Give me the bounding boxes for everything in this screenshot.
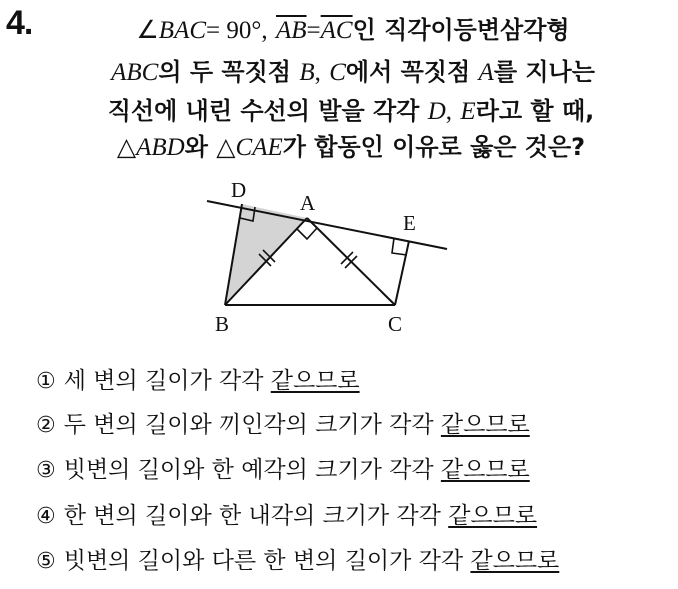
segment-ce (395, 241, 409, 305)
option-number: ① (36, 369, 56, 394)
option-text: 세 변의 길이가 각각 (63, 368, 271, 394)
option-number: ② (36, 413, 56, 438)
figure-svg (195, 172, 465, 342)
option-text: 빗변의 길이와 한 예각의 크기가 각각 (63, 457, 441, 483)
label-b: B (215, 312, 230, 336)
option-2[interactable] (36, 406, 530, 439)
option-3[interactable] (36, 451, 530, 484)
segment-ab: $\overline{AB}$ (275, 17, 307, 44)
right-angle-mark-a (297, 228, 317, 239)
option-5[interactable] (36, 542, 559, 575)
option-number: ④ (36, 504, 56, 529)
option-text-underlined: 같으므로 (270, 368, 360, 394)
geometry-figure (195, 172, 465, 342)
question-line-4 (12, 127, 678, 162)
line3-text-b: 라고 할 때, (475, 97, 595, 125)
line4-text-b: 가 합동인 이유로 옳은 것은? (282, 133, 586, 161)
angle-name: BAC (158, 17, 207, 44)
line2-text-a: 의 두 꼭짓점 (158, 58, 291, 86)
line2-text-c: 를 지나는 (493, 58, 595, 86)
option-text: 한 변의 길이와 한 내각의 크기가 각각 (63, 503, 449, 529)
angle-symbol: ∠ (136, 17, 159, 44)
option-text-underlined: 같으므로 (470, 548, 560, 574)
question-number: 4. (6, 4, 33, 42)
line1-text: 인 직각이등변삼각형 (352, 16, 570, 44)
option-4[interactable] (36, 497, 537, 530)
angle-value: = 90 (206, 17, 252, 44)
triangle-abd: ABD (136, 134, 185, 161)
label-c: C (388, 312, 403, 336)
question-line-3 (12, 91, 678, 126)
option-number: ③ (36, 458, 56, 483)
line2-text-b: 에서 꼭짓점 (345, 58, 471, 86)
question-line-2 (14, 52, 678, 87)
option-number: ⑤ (36, 549, 56, 574)
triangle-cae: CAE (235, 134, 283, 161)
equals-sign: = (306, 17, 321, 44)
point-b: B (299, 59, 315, 86)
triangle-abc: ABC (111, 59, 159, 86)
line4-text-a: 와 (184, 133, 208, 161)
option-text-underlined: 같으므로 (440, 412, 530, 438)
option-1[interactable] (36, 362, 360, 395)
triangle-symbol: △ (116, 134, 137, 161)
comma: , (445, 98, 453, 125)
label-e: E (403, 211, 416, 235)
point-a: A (478, 59, 494, 86)
label-a: A (300, 191, 316, 215)
point-c: C (329, 59, 346, 86)
degree-sign: ° (251, 17, 262, 44)
triangle-symbol: △ (216, 134, 236, 161)
line3-text-a: 직선에 내린 수선의 발을 각각 (107, 97, 420, 125)
option-text: 두 변의 길이와 끼인각의 크기가 각각 (63, 412, 441, 438)
option-text-underlined: 같으므로 (448, 503, 538, 529)
label-d: D (231, 178, 247, 202)
point-d: D (427, 98, 446, 125)
point-e: E (460, 98, 476, 125)
question-line-1 (14, 10, 678, 45)
comma: , (314, 59, 321, 86)
comma: , (261, 17, 268, 44)
segment-ac: $\overline{AC}$ (320, 17, 353, 44)
option-text-underlined: 같으므로 (440, 457, 530, 483)
option-text: 빗변의 길이와 다른 한 변의 길이가 각각 (63, 548, 471, 574)
